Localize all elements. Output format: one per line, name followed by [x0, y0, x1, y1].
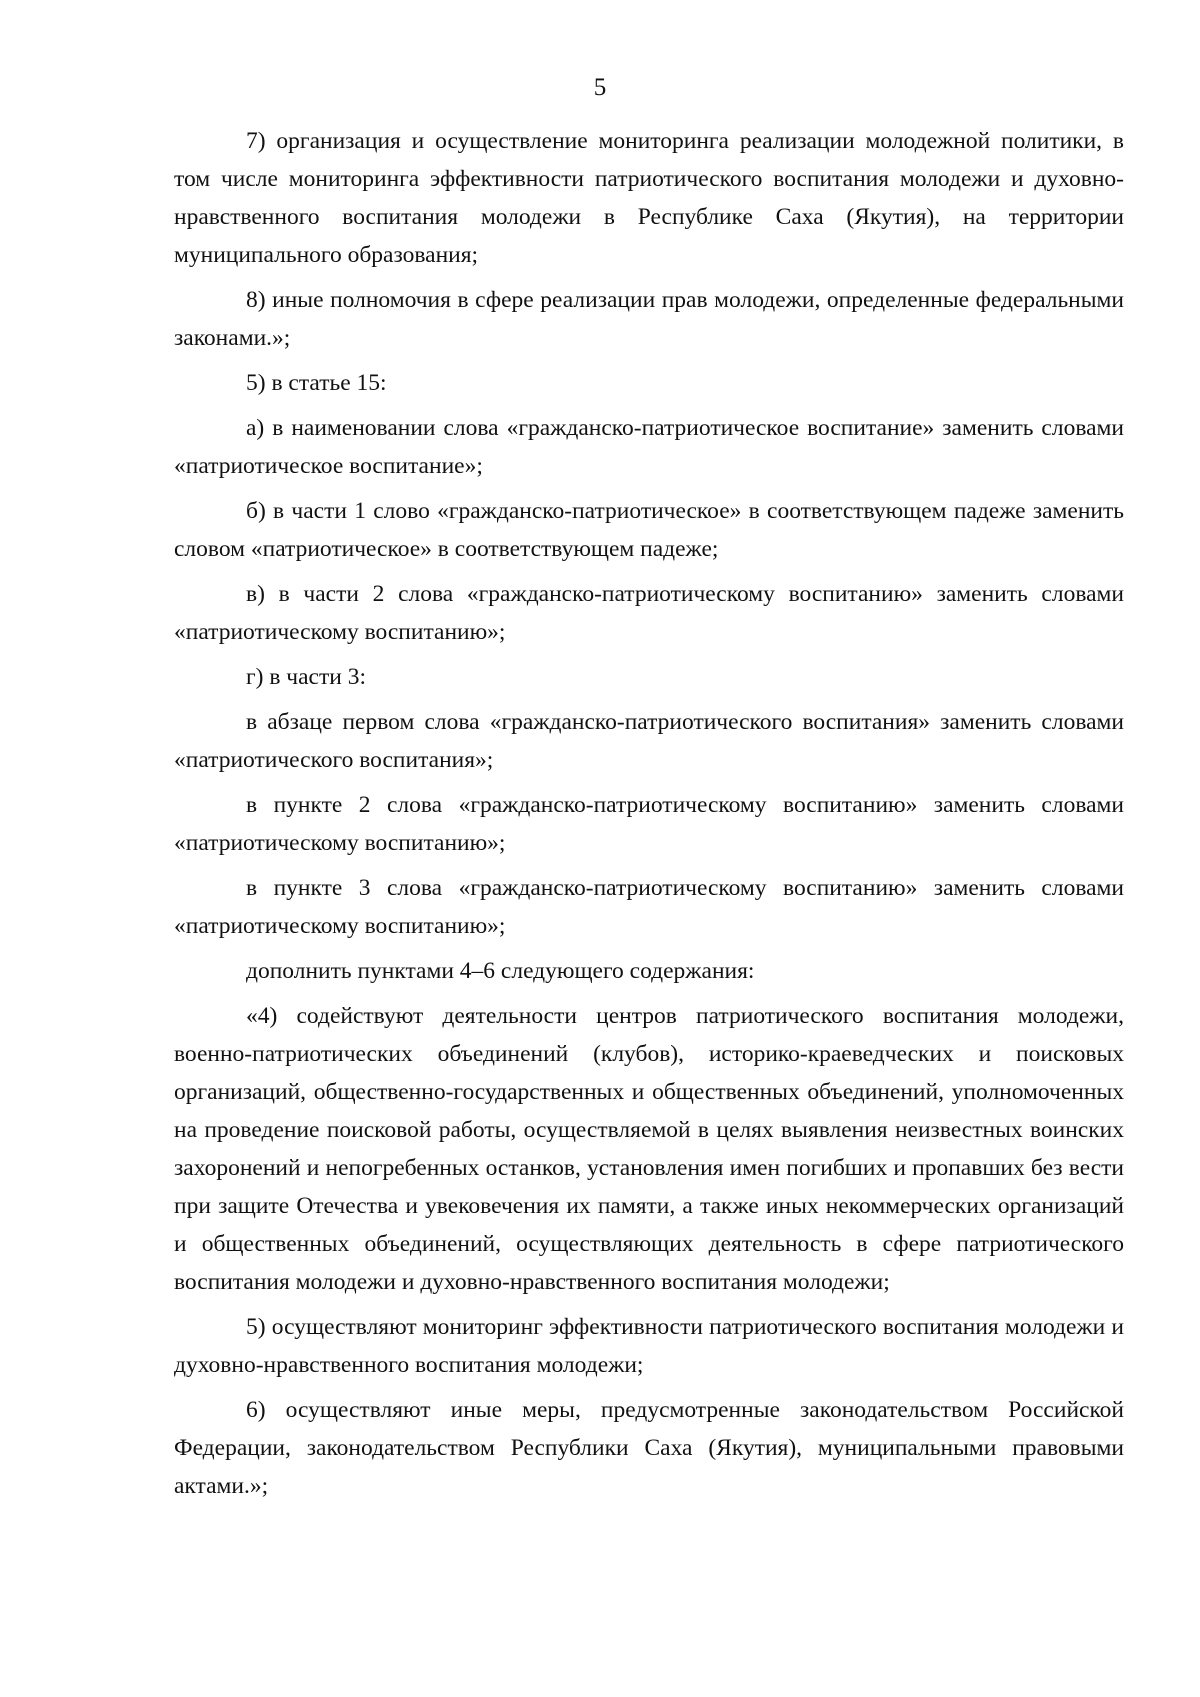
paragraph-g: г) в части 3:	[246, 664, 366, 690]
paragraph-first-abzats: в абзаце первом слова «гражданско-патриотического воспитания» заменить словами «патриотического воспитания»;	[174, 709, 1124, 773]
page-number: 5	[593, 74, 607, 101]
paragraph-new-item-5: 5) осуществляют мониторинг эффективности патриотического воспитания молодежи и духовно-нравственного воспитания молодежи;	[174, 1314, 1124, 1378]
paragraph-punkt-2: в пункте 2 слова «гражданско-патриотическому воспитанию» заменить словами «патриотическому воспитанию»;	[174, 792, 1124, 856]
paragraph-item-7: 7) организация и осуществление мониторинга реализации молодежной политики, в том числе мониторинга эффективности патриотического воспитания молодежи и духовно-нравственного воспитания молодежи в Республике Саха (Якутия), на территории муниципального образования;	[174, 128, 1124, 268]
paragraph-article-15: 5) в статье 15:	[246, 370, 387, 396]
paragraph-punkt-3: в пункте 3 слова «гражданско-патриотическому воспитанию» заменить словами «патриотическому воспитанию»;	[174, 875, 1124, 939]
document-body	[174, 122, 1124, 1505]
paragraph-new-item-6: 6) осуществляют иные меры, предусмотренные законодательством Российской Федерации, законодательством Республики Саха (Якутия), муниципальными правовыми актами.»;	[174, 1397, 1124, 1499]
paragraph-new-item-4: «4) содействуют деятельности центров патриотического воспитания молодежи, военно-патриотических объединений (клубов), историко-краеведческих и поисковых организаций, общественно-государственных и общественных объединений, уполномоченных на проведение поисковой работы, осуществляемой в целях выявления неизвестных воинских захоронений и непогребенных останков, установления имен погибших и пропавших без вести при защите Отечества и увековечения их памяти, а также иных некоммерческих организаций и общественных объединений, осуществляющих деятельность в сфере патриотического воспитания молодежи и духовно-нравственного воспитания молодежи;	[174, 1003, 1124, 1295]
paragraph-add-punkty: дополнить пунктами 4–6 следующего содержания:	[246, 958, 755, 984]
paragraph-b: б) в части 1 слово «гражданско-патриотическое» в соответствующем падеже заменить словом «патриотическое» в соответствующем падеже;	[174, 498, 1124, 562]
paragraph-a: а) в наименовании слова «гражданско-патриотическое воспитание» заменить словами «патриотическое воспитание»;	[174, 415, 1124, 479]
paragraph-v: в) в части 2 слова «гражданско-патриотическому воспитанию» заменить словами «патриотическому воспитанию»;	[174, 581, 1124, 645]
paragraph-item-8: 8) иные полномочия в сфере реализации прав молодежи, определенные федеральными законами.»;	[174, 287, 1124, 351]
